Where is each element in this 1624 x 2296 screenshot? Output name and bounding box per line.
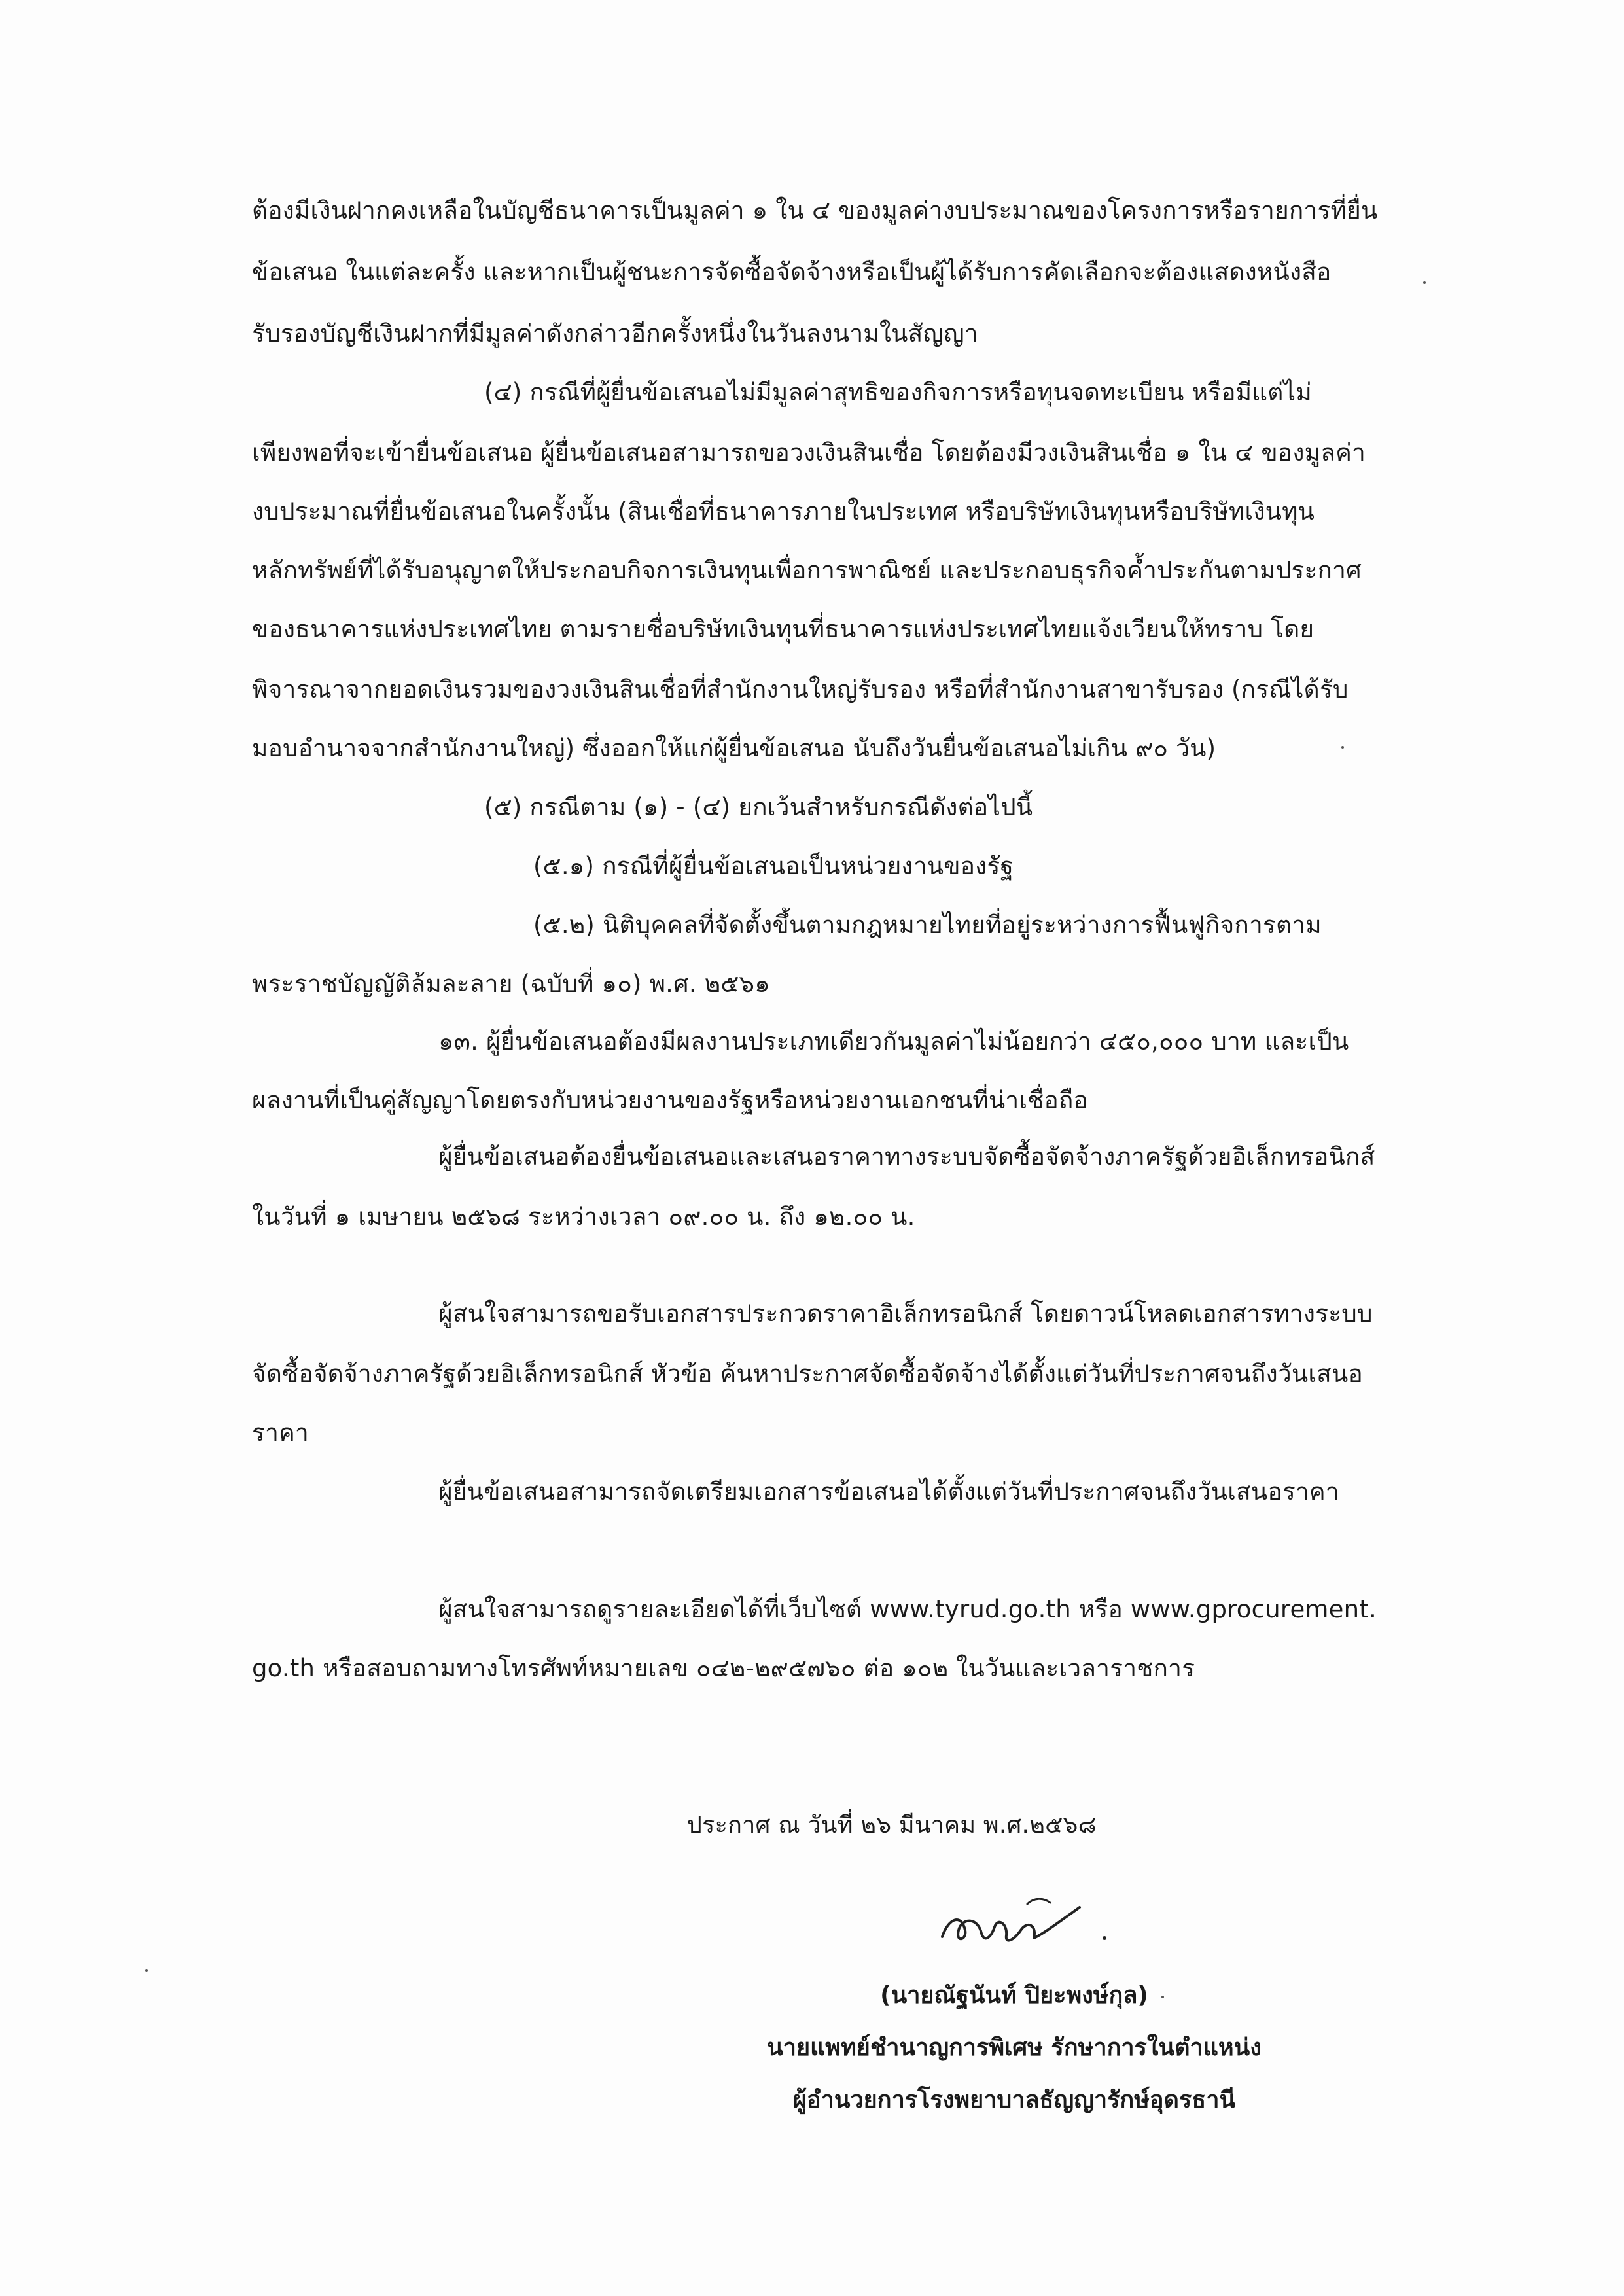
body-line: (๕.๑) กรณีที่ผู้ยื่นข้อเสนอเป็นหน่วยงานของรัฐ	[533, 852, 1014, 880]
announcement-date: ประกาศ ณ วันที่ ๒๖ มีนาคม พ.ศ.๒๕๖๘	[687, 1812, 1097, 1839]
signatory-name: (นายณัฐนันท์ ปิยะพงษ์กุล)	[880, 1982, 1148, 2009]
scan-speck	[1423, 281, 1426, 284]
body-line: รับรองบัญชีเงินฝากที่มีมูลค่าดังกล่าวอีกครั้งหนึ่งในวันลงนามในสัญญา	[252, 319, 978, 347]
scan-speck	[145, 1969, 148, 1972]
body-line: ข้อเสนอ ในแต่ละครั้ง และหากเป็นผู้ชนะการจัดซื้อจัดจ้างหรือเป็นผู้ได้รับการคัดเลือกจะต้องแสดงหนังสือ	[252, 258, 1332, 286]
body-line: (๔) กรณีที่ผู้ยื่นข้อเสนอไม่มีมูลค่าสุทธิของกิจการหรือทุนจดทะเบียน หรือมีแต่ไม่	[484, 378, 1312, 406]
body-line: ราคา	[252, 1419, 309, 1447]
body-line: ผู้สนใจสามารถดูรายละเอียดได้ที่เว็บไซต์ www.tyrud.go.th หรือ www.gprocurement.	[438, 1595, 1377, 1623]
body-line: ผู้สนใจสามารถขอรับเอกสารประกวดราคาอิเล็กทรอนิกส์ โดยดาวน์โหลดเอกสารทางระบบ	[438, 1299, 1373, 1328]
body-line: พระราชบัญญัติล้มละลาย (ฉบับที่ ๑๐) พ.ศ. ๒๕๖๑	[252, 970, 770, 998]
body-line: ผลงานที่เป็นคู่สัญญาโดยตรงกับหน่วยงานของรัฐหรือหน่วยงานเอกชนที่น่าเชื่อถือ	[252, 1086, 1088, 1114]
body-line: (๕) กรณีตาม (๑) - (๔) ยกเว้นสำหรับกรณีดังต่อไปนี้	[484, 793, 1033, 821]
body-line: (๕.๒) นิติบุคคลที่จัดตั้งขึ้นตามกฎหมายไทยที่อยู่ระหว่างการฟื้นฟูกิจการตาม	[533, 911, 1322, 939]
body-line: มอบอำนาจจากสำนักงานใหญ่) ซึ่งออกให้แก่ผู้ยื่นข้อเสนอ นับถึงวันยื่นข้อเสนอไม่เกิน ๙๐ วัน)	[252, 734, 1216, 762]
body-line: go.th หรือสอบถามทางโทรศัพท์หมายเลข ๐๔๒-๒๙๕๗๖๐ ต่อ ๑๐๒ ในวันและเวลาราชการ	[252, 1654, 1195, 1682]
body-line: ต้องมีเงินฝากคงเหลือในบัญชีธนาคารเป็นมูลค่า ๑ ใน ๔ ของมูลค่างบประมาณของโครงการหรือรายการที่ยื่น	[252, 196, 1378, 224]
body-line: ผู้ยื่นข้อเสนอต้องยื่นข้อเสนอและเสนอราคาทางระบบจัดซื้อจัดจ้างภาครัฐด้วยอิเล็กทรอนิกส์	[438, 1142, 1375, 1171]
body-line: ผู้ยื่นข้อเสนอสามารถจัดเตรียมเอกสารข้อเสนอได้ตั้งแต่วันที่ประกาศจนถึงวันเสนอราคา	[438, 1477, 1339, 1506]
body-line: งบประมาณที่ยื่นข้อเสนอในครั้งนั้น (สินเชื่อที่ธนาคารภายในประเทศ หรือบริษัทเงินทุนหรือบริษัทเงินทุน	[252, 497, 1315, 525]
body-line: พิจารณาจากยอดเงินรวมของวงเงินสินเชื่อที่สำนักงานใหญ่รับรอง หรือที่สำนักงานสาขารับรอง (กรณีได้รับ	[252, 675, 1349, 703]
body-line: เพียงพอที่จะเข้ายื่นข้อเสนอ ผู้ยื่นข้อเสนอสามารถขอวงเงินสินเชื่อ โดยต้องมีวงเงินสินเชื่อ ๑ ใน ๔ ของมูลค่า	[252, 438, 1366, 467]
body-line: ของธนาคารแห่งประเทศไทย ตามรายชื่อบริษัทเงินทุนที่ธนาคารแห่งประเทศไทยแจ้งเวียนให้ทราบ โดย	[252, 615, 1315, 643]
signatory-title: นายแพทย์ชำนาญการพิเศษ รักษาการในตำแหน่ง	[767, 2034, 1262, 2061]
body-line: จัดซื้อจัดจ้างภาครัฐด้วยอิเล็กทรอนิกส์ หัวข้อ ค้นหาประกาศจัดซื้อจัดจ้างได้ตั้งแต่วันที่ประกาศจนถึงวันเสนอ	[252, 1360, 1363, 1388]
scan-speck	[1341, 746, 1344, 749]
scan-speck	[1161, 1996, 1164, 1998]
signature-image	[929, 1878, 1139, 1963]
body-line: ในวันที่ ๑ เมษายน ๒๕๖๘ ระหว่างเวลา ๐๙.๐๐ น. ถึง ๑๒.๐๐ น.	[252, 1203, 915, 1231]
body-line: หลักทรัพย์ที่ได้รับอนุญาตให้ประกอบกิจการเงินทุนเพื่อการพาณิชย์ และประกอบธุรกิจค้ำประกันตามประกาศ	[252, 556, 1362, 584]
body-line: ๑๓. ผู้ยื่นข้อเสนอต้องมีผลงานประเภทเดียวกันมูลค่าไม่น้อยกว่า ๔๕๐,๐๐๐ บาท และเป็น	[438, 1027, 1349, 1055]
signatory-organization: ผู้อำนวยการโรงพยาบาลธัญญารักษ์อุดรธานี	[792, 2087, 1236, 2113]
